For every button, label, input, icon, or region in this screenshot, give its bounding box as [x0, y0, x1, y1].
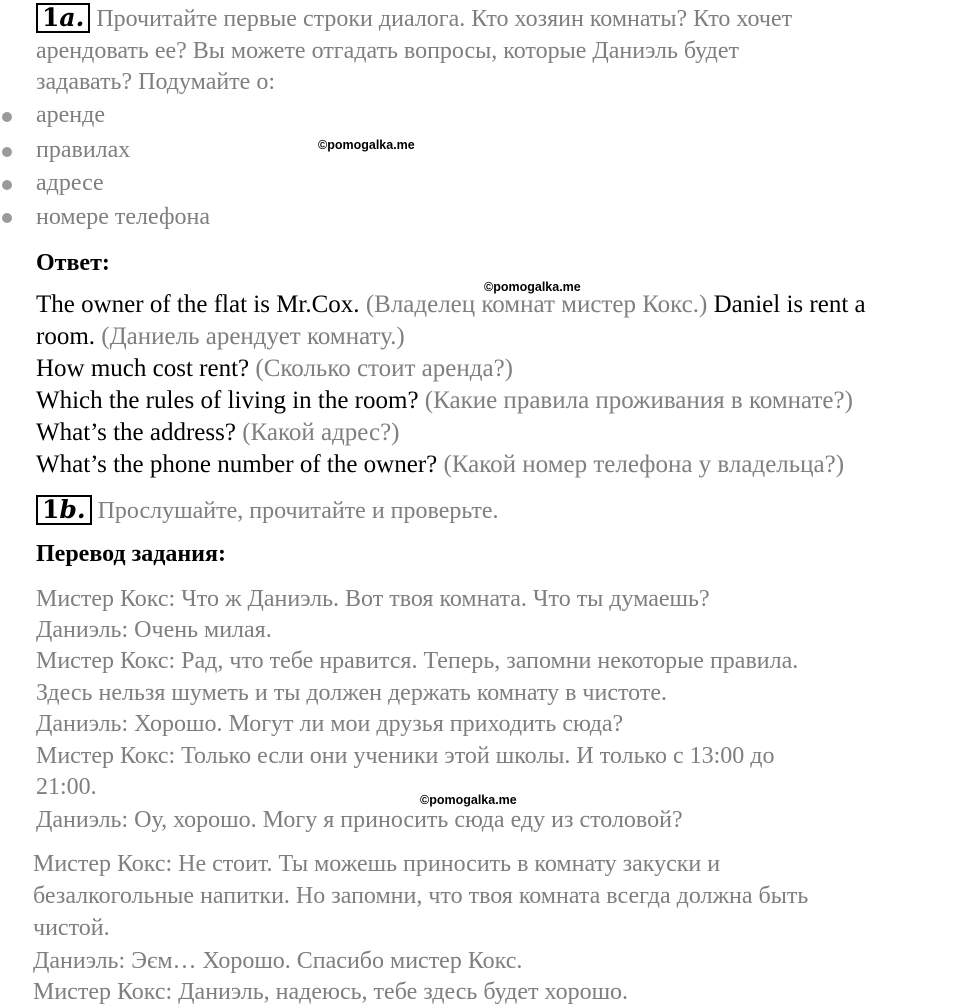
answer-line-1: The owner of the flat is Mr.Cox. (Владелец комнат мистер Кокс.) Daniel is rent a — [36, 291, 866, 318]
translation-line: Мистер Кокс: Не стоит. Ты можешь приносить в комнату закуски и — [33, 851, 721, 877]
task-1b-line: 1b. Прослушайте, прочитайте и проверьте. — [36, 495, 499, 527]
bullet-item: номере телефона — [36, 204, 210, 230]
bullet-item: адресе — [36, 170, 104, 196]
translation-line: Мистер Кокс: Даниэль, надеюсь, тебе здесь будет хорошо. — [33, 979, 629, 1005]
answer-line-3: How much cost rent? (Сколько стоит аренда?) — [36, 355, 513, 382]
watermark: ©pomogalka.me — [420, 793, 517, 807]
bullet-dot — [2, 213, 12, 223]
translation-line: безалкогольные напитки. Но запомни, что твоя комната всегда должна быть — [33, 883, 809, 909]
translation-line: Даниэль: Оу, хорошо. Могу я приносить сюда еду из столовой? — [36, 807, 683, 833]
translation-line: Даниэль: Эєм… Хорошо. Спасибо мистер Кокс. — [33, 948, 523, 974]
task-1a-badge: 1a. — [36, 3, 90, 33]
watermark: ©pomogalka.me — [318, 138, 415, 152]
bullet-dot — [2, 180, 12, 190]
translation-line: Даниэль: Очень милая. — [36, 617, 272, 643]
task-1a-line-3: задавать? Подумайте о: — [36, 69, 275, 95]
translation-line: Мистер Кокс: Только если они ученики этой школы. И только с 13:00 до — [36, 743, 775, 769]
translation-heading: Перевод задания: — [36, 541, 226, 567]
translation-line: Мистер Кокс: Рад, что тебе нравится. Теперь, запомни некоторые правила. — [36, 648, 799, 674]
answer-line-6: What’s the phone number of the owner? (Какой номер телефона у владельца?) — [36, 451, 845, 478]
translation-line: чистой. — [33, 915, 110, 941]
task-1a-line-2: арендовать ее? Вы можете отгадать вопросы, которые Даниэль будет — [36, 38, 740, 64]
bullet-dot — [2, 147, 12, 157]
answer-line-4: Which the rules of living in the room? (Какие правила проживания в комнате?) — [36, 387, 853, 414]
answer-heading: Ответ: — [36, 250, 110, 276]
task-1b-badge: 1b. — [36, 495, 92, 525]
translation-line: Мистер Кокс: Что ж Даниэль. Вот твоя комната. Что ты думаешь? — [36, 586, 710, 612]
answer-line-2: room. (Даниель арендует комнату.) — [36, 323, 405, 350]
translation-line: 21:00. — [36, 774, 97, 800]
bullet-dot — [2, 112, 12, 122]
translation-line: Здесь нельзя шуметь и ты должен держать комнату в чистоте. — [36, 680, 667, 706]
bullet-item: аренде — [36, 102, 106, 128]
bullet-item: правилах — [36, 137, 131, 163]
translation-line: Даниэль: Хорошо. Могут ли мои друзья приходить сюда? — [36, 711, 624, 737]
answer-line-5: What’s the address? (Какой адрес?) — [36, 419, 400, 446]
task-1a-line-1: 1a. Прочитайте первые строки диалога. Кто хозяин комнаты? Кто хочет — [36, 3, 792, 35]
watermark: ©pomogalka.me — [484, 280, 581, 294]
